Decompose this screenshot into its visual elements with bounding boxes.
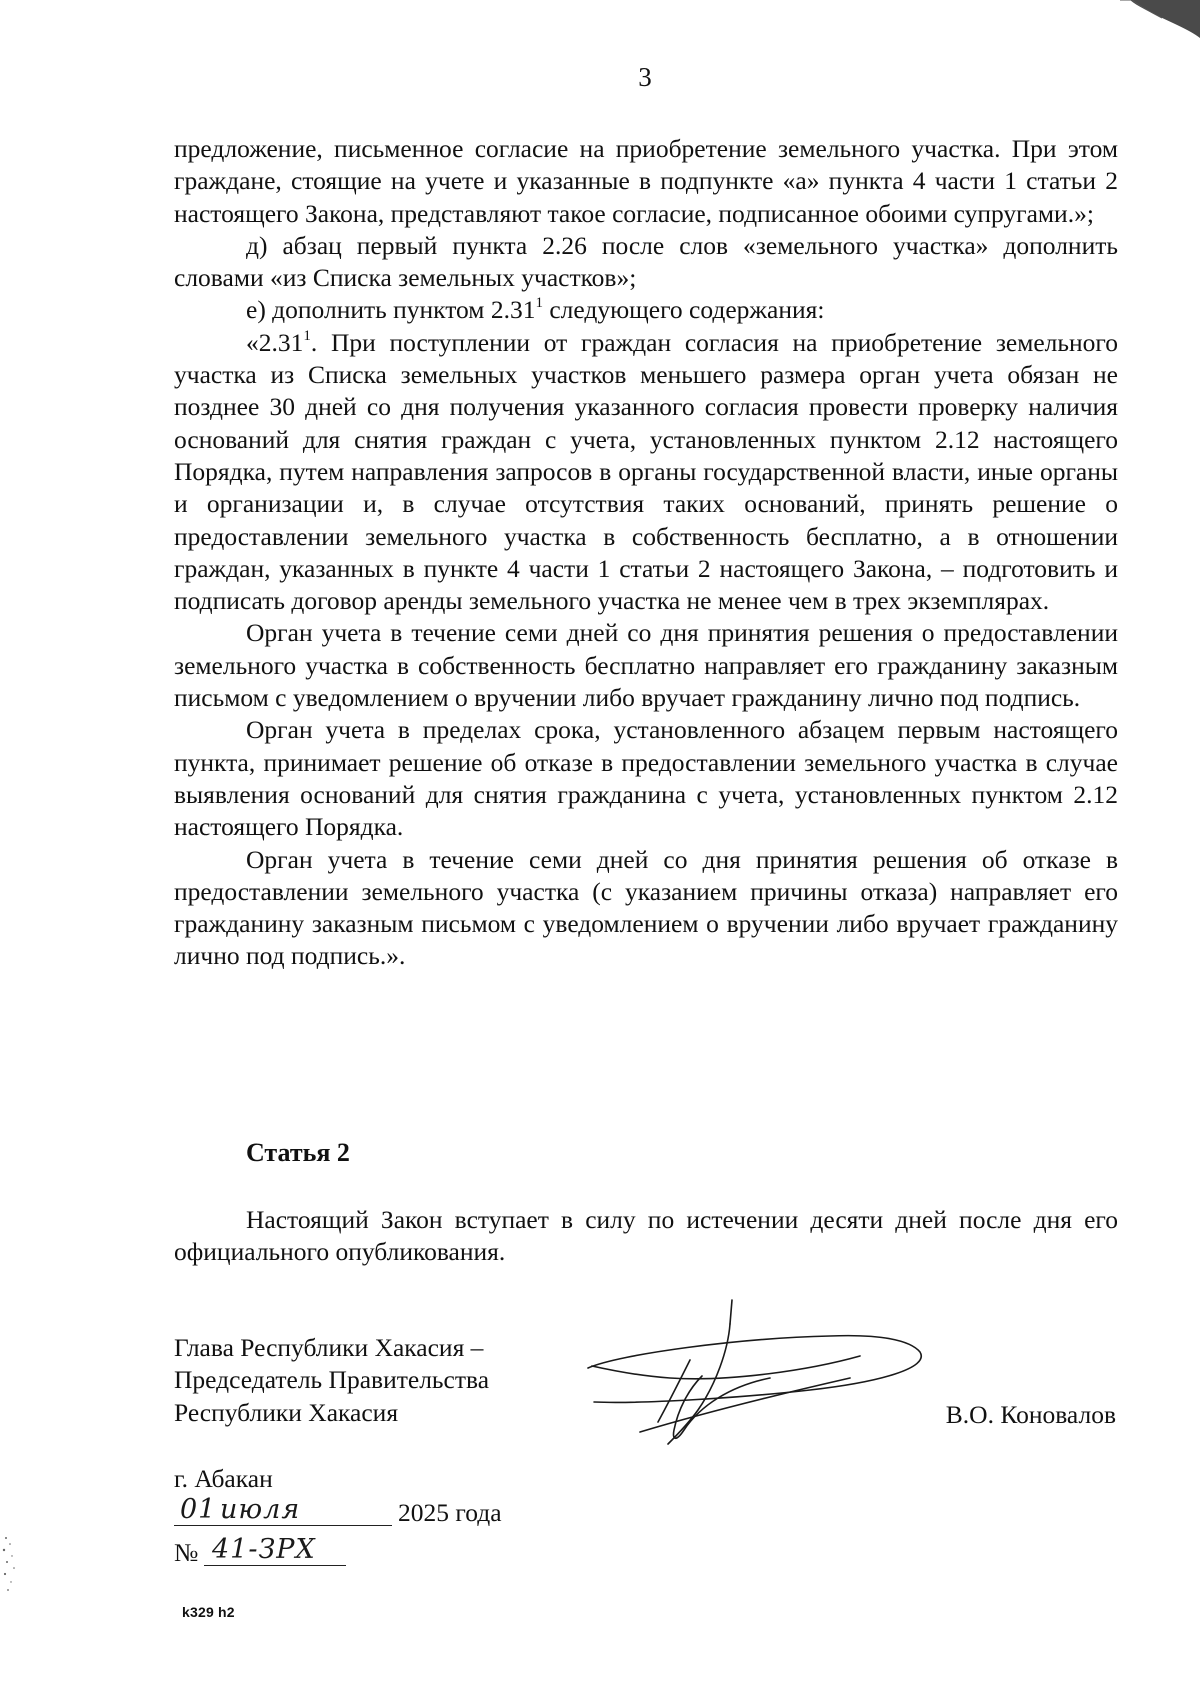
signing-date: [174, 1496, 574, 1536]
scan-edge-speckle: [0, 1530, 24, 1600]
paragraph-clause-2-31-1: [174, 327, 1118, 618]
signatory-title-line: Республики Хакасия: [174, 1397, 399, 1427]
superscript: 1: [303, 327, 311, 344]
paragraph-text-part: следующего содержания:: [542, 295, 825, 325]
date-year: 2025 года: [398, 1498, 502, 1527]
scan-corner-smudge: [1110, 0, 1200, 40]
number-sign: №: [174, 1538, 199, 1567]
law-number: [174, 1536, 374, 1576]
handwritten-law-number: 41-ЗРХ: [212, 1534, 316, 1565]
paragraph-continuation: предложение, письменное согласие на приобретение земельного участка. При этом граждане, стоящие на учете и указанные в подпункте «а» пункта 4 части 1 статьи 2 настоящего Закона, представляют такое согласие, подписанное обоими супругами.»;: [174, 134, 1118, 228]
superscript: 1: [535, 295, 543, 312]
paragraph-text-part: . При поступлении от граждан согласия на приобретение земельного участка из Списка земельных участков меньшего размера орган учета обязан не позднее 30 дней со дня получения указанного согласия провести проверку наличия оснований для снятия граждан с учета, установленных пунктом 2.12 настоящего Порядка, путем направления запросов в органы государственной власти, иные органы и организации и, в случае отсутствия таких оснований, принять решение о предоставлении земельного участка в собственность бесплатно, а в отношении граждан, указанных в пункте 4 части 1 статьи 2 настоящего Закона, – подготовить и подписать договор аренды земельного участка не менее чем в трех экземплярах.: [174, 327, 1118, 616]
paragraph-text-part: «2.31: [246, 327, 304, 357]
paragraph-text-part: е) дополнить пунктом 2.31: [246, 295, 536, 325]
page-number: 3: [638, 62, 652, 92]
document-code: k329 h2: [182, 1604, 235, 1620]
paragraph-refusal-decision: Орган учета в пределах срока, установленного абзацем первым настоящего пункта, принимает решение об отказе в предоставлении земельного участка в случае выявления оснований для снятия гражданина с учета, установленных пунктом 2.12 настоящего Порядка.: [174, 715, 1118, 842]
signatory-title-line: Глава Республики Хакасия –: [174, 1333, 484, 1362]
paragraph-refusal-notice: Орган учета в течение семи дней со дня принятия решения об отказе в предоставлении земельного участка (с указанием причины отказа) направляет его гражданину заказным письмом с уведомлением о вручении либо вручает гражданину лично под подпись.».: [174, 844, 1118, 971]
document-body: [174, 133, 1118, 973]
handwritten-signature: [580, 1290, 950, 1470]
signatory-title: [174, 1332, 489, 1429]
article-heading: Статья 2: [246, 1138, 350, 1167]
handwritten-day: 01: [180, 1494, 217, 1525]
number-underline: [204, 1565, 346, 1566]
paragraph-amendment-e: [174, 294, 1118, 326]
signatory-title-line: Председатель Правительства: [174, 1365, 490, 1395]
signatory-name: В.О. Коновалов: [945, 1400, 1116, 1429]
paragraph-amendment-d: д) абзац первый пункта 2.26 после слов «земельного участка» дополнить словами «из Списка земельных участков»;: [174, 230, 1118, 293]
handwritten-month: июля: [220, 1494, 301, 1525]
paragraph-approval-notice: Орган учета в течение семи дней со дня принятия решения о предоставлении земельного участка в собственность бесплатно направляет его гражданину заказным письмом с уведомлением о вручении либо вручает гражданину лично под подпись.: [174, 618, 1118, 713]
article-body: Настоящий Закон вступает в силу по истечении десяти дней после дня его официального опубликования.: [174, 1205, 1118, 1267]
date-underline: [174, 1525, 392, 1526]
place-of-signing: г. Абакан: [174, 1464, 273, 1493]
